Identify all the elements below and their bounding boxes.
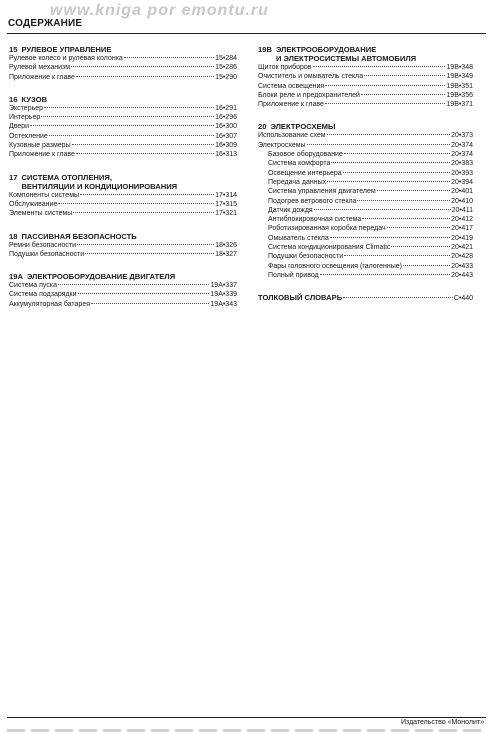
section-title-line2: ВЕНТИЛЯЦИИ И КОНДИЦИОНИРОВАНИЯ: [21, 181, 178, 191]
dot-leader: [331, 162, 450, 163]
entry-label: Полный привод: [268, 271, 319, 279]
entry-page-number: 19B•348: [446, 64, 473, 71]
section-title: СИСТЕМА ОТОПЛЕНИЯ,: [21, 172, 112, 182]
entry-label: Фары головного освещения (галогенные): [268, 262, 402, 270]
dot-leader: [325, 103, 445, 104]
section-heading: [9, 272, 237, 281]
dot-leader: [76, 153, 214, 154]
toc-entry[interactable]: [258, 224, 473, 233]
toc-entry[interactable]: [258, 187, 473, 196]
entry-page-number: 17•314: [215, 191, 237, 199]
dot-leader: [85, 253, 214, 254]
entry-page-number: 20•433: [451, 262, 473, 270]
toc-entry[interactable]: [9, 200, 237, 209]
dot-leader: [362, 218, 450, 219]
entry-label: Освещение интерьера: [268, 169, 342, 177]
section-title: ПАССИВНАЯ БЕЗОПАСНОСТЬ: [21, 231, 137, 241]
toc-entry[interactable]: [258, 150, 473, 159]
toc-entry[interactable]: [9, 191, 237, 200]
toc-entry[interactable]: [258, 131, 473, 140]
section-heading: [9, 232, 237, 241]
watermark: www.kniga por emontu.ru: [50, 2, 269, 19]
entry-label: Обслуживание: [9, 200, 58, 208]
dot-leader: [72, 144, 214, 145]
entry-label: Компоненты системы: [9, 191, 80, 199]
entry-page-number: 19A•337: [210, 282, 237, 290]
entry-page-number: 20•393: [451, 169, 473, 177]
dot-leader: [41, 116, 214, 117]
entry-page-number: 19B•356: [446, 91, 473, 99]
toc-entry[interactable]: [9, 241, 237, 250]
entry-label: Передача данных: [268, 178, 327, 186]
toc-entry[interactable]: [9, 250, 237, 259]
entry-page-number: 16•309: [215, 142, 237, 150]
entry-page-number: 16•307: [215, 132, 237, 140]
section-number: 19B: [258, 45, 272, 54]
toc-section: [9, 232, 237, 260]
dot-leader: [49, 135, 214, 136]
entry-label: Аккумуляторная батарея: [9, 300, 90, 308]
entry-label: Двери: [9, 123, 30, 131]
dot-leader: [124, 57, 214, 58]
toc-entry[interactable]: [9, 113, 237, 122]
entry-label: Антиблокировочная система: [268, 216, 362, 224]
entry-page-number: 20•373: [451, 132, 473, 140]
entry-page-number: 18•326: [215, 241, 237, 249]
section-number: 15: [9, 45, 18, 54]
toc-entry[interactable]: [9, 54, 237, 63]
entry-label: Омыватель стекла: [268, 234, 329, 242]
toc-entry[interactable]: [258, 159, 473, 168]
toc-entry[interactable]: [258, 100, 473, 109]
toc-entry[interactable]: [258, 169, 473, 178]
entry-label: Приложение к главе: [9, 73, 75, 81]
toc-entry[interactable]: [258, 91, 473, 100]
toc-entry[interactable]: [258, 234, 473, 243]
entry-label: Экстерьер: [9, 104, 44, 112]
toc-entry[interactable]: [258, 243, 473, 252]
entry-label: Система комфорта: [268, 160, 331, 168]
entry-label: Блоки реле и предохранителей: [258, 91, 360, 99]
toc-entry[interactable]: [258, 178, 473, 187]
page-title: СОДЕРЖАНИЕ: [8, 18, 83, 29]
section-number: 17: [9, 172, 18, 182]
entry-page-number: 16•313: [215, 151, 237, 159]
entry-page-number: 20•374: [451, 141, 473, 149]
toc-entry[interactable]: [9, 300, 237, 309]
toc-entry[interactable]: [258, 206, 473, 215]
dot-leader: [377, 190, 450, 191]
toc-section: [258, 45, 473, 109]
entry-label: Ремни безопасности: [9, 241, 77, 249]
toc-entry[interactable]: [9, 63, 237, 72]
entry-page-number: 19A•339: [210, 291, 237, 299]
entry-page-number: 20•401: [451, 188, 473, 196]
dot-leader: [344, 255, 450, 256]
section-number: 16: [9, 94, 18, 104]
dot-leader: [361, 94, 446, 95]
toc-entry[interactable]: [9, 281, 237, 290]
dot-leader: [343, 297, 453, 298]
entry-page-number: 15•284: [215, 55, 237, 62]
entry-label: Приложение к главе: [9, 151, 75, 159]
dot-leader: [313, 66, 446, 67]
entry-page-number: 15•286: [215, 64, 237, 72]
section-number: 19A: [9, 272, 23, 282]
dot-leader: [78, 293, 210, 294]
dot-leader: [343, 172, 450, 173]
dot-leader: [73, 212, 214, 213]
entry-label: Рулевой механизм: [9, 64, 71, 72]
dot-leader: [44, 107, 214, 108]
section-heading: [9, 173, 237, 182]
dot-leader: [387, 227, 450, 228]
entry-page-number: 20•428: [451, 253, 473, 261]
entry-page-number: 20•410: [451, 197, 473, 205]
entry-label: Рулевое колесо и рулевая колонка: [9, 55, 123, 62]
section-number: 20: [258, 122, 267, 132]
entry-label: Остекление: [9, 132, 48, 140]
entry-page-number: 16•296: [215, 114, 237, 122]
toc-entry[interactable]: [9, 122, 237, 131]
entry-page-number: 19B•371: [446, 101, 473, 109]
toc-entry[interactable]: [9, 150, 237, 159]
toc-section: [258, 122, 473, 280]
entry-label: Система подзарядки: [9, 291, 77, 299]
entry-label: Базовое оборудование: [268, 151, 343, 159]
toc-section: [9, 173, 237, 219]
glossary-page-number: С•440: [453, 295, 473, 303]
entry-label: Система пуска: [9, 282, 57, 290]
section-heading-continued: [258, 54, 473, 63]
toc-entry[interactable]: [9, 132, 237, 141]
right-column: [258, 45, 473, 303]
entry-label: Электросхемы: [258, 141, 306, 149]
toc-entry[interactable]: [258, 63, 473, 72]
dot-leader: [71, 66, 214, 67]
toc-entry[interactable]: [258, 262, 473, 271]
entry-label: Система освещения: [258, 82, 325, 90]
entry-page-number: 17•321: [215, 210, 237, 218]
dot-leader: [344, 153, 450, 154]
entry-label: Щиток приборов: [258, 64, 312, 71]
entry-page-number: 20•383: [451, 160, 473, 168]
section-title: РУЛЕВОЕ УПРАВЛЕНИЕ: [21, 45, 112, 54]
dot-leader: [364, 75, 445, 76]
entry-page-number: 20•419: [451, 234, 473, 242]
section-title-line2: И ЭЛЕКТРОСИСТЕМЫ АВТОМОБИЛЯ: [275, 54, 417, 63]
entry-label: Подушки безопасности: [268, 253, 344, 261]
entry-label: Система управления двигателем: [268, 188, 376, 196]
toc-section: [9, 95, 237, 160]
section-title: ЭЛЕКТРОСХЕМЫ: [270, 122, 336, 132]
entry-label: Роботизированная коробка передач: [268, 225, 386, 233]
section-heading: [9, 95, 237, 104]
entry-page-number: 20•394: [451, 178, 473, 186]
dot-leader: [77, 244, 214, 245]
section-title: ЭЛЕКТРООБОРУДОВАНИЕ: [275, 45, 377, 54]
toc-entry[interactable]: [258, 82, 473, 91]
dot-leader: [314, 209, 451, 210]
dot-leader: [325, 85, 445, 86]
entry-page-number: 20•421: [451, 244, 473, 252]
entry-page-number: 15•290: [215, 73, 237, 81]
entry-label: Кузовные размеры: [9, 142, 71, 150]
dot-leader: [307, 144, 451, 145]
toc-entry[interactable]: [258, 271, 473, 280]
entry-label: Очиститель и омыватель стекла: [258, 73, 364, 81]
toc-entry[interactable]: [258, 215, 473, 224]
left-column: [9, 45, 237, 322]
glossary-entry[interactable]: [258, 293, 473, 303]
entry-page-number: 19B•351: [446, 82, 473, 90]
entry-label: Использование схем: [258, 132, 326, 140]
toc-entry[interactable]: [9, 209, 237, 218]
entry-page-number: 19A•343: [210, 300, 237, 308]
dot-leader: [76, 76, 214, 77]
toc-entry[interactable]: [258, 141, 473, 150]
dot-leader: [30, 125, 214, 126]
entry-label: Подушки безопасности: [9, 250, 85, 258]
toc-entry[interactable]: [9, 73, 237, 82]
entry-page-number: 16•291: [215, 104, 237, 112]
entry-page-number: 19B•349: [446, 73, 473, 81]
dot-leader: [391, 246, 450, 247]
entry-page-number: 20•443: [451, 271, 473, 279]
dot-leader: [330, 237, 450, 238]
glossary-label: ТОЛКОВЫЙ СЛОВАРЬ: [258, 293, 343, 303]
section-heading: [258, 122, 473, 131]
entry-page-number: 18•327: [215, 250, 237, 258]
section-title: КУЗОВ: [21, 94, 48, 104]
toc-entry[interactable]: [258, 197, 473, 206]
dot-leader: [58, 203, 214, 204]
dot-leader: [80, 194, 214, 195]
section-heading-continued: [9, 182, 237, 191]
toc-entry[interactable]: [258, 252, 473, 261]
entry-page-number: 20•374: [451, 151, 473, 159]
entry-label: Датчик дождя: [268, 206, 313, 214]
section-heading: [258, 45, 473, 54]
toc-entry[interactable]: [9, 104, 237, 113]
entry-label: Подогрев ветрового стекла: [268, 197, 357, 205]
bottom-divider: [7, 717, 486, 718]
toc-entry[interactable]: [9, 141, 237, 150]
section-number: 18: [9, 231, 18, 241]
toc-section: [9, 272, 237, 309]
entry-label: Система кондиционирования Climatic: [268, 244, 391, 252]
toc-entry[interactable]: [258, 72, 473, 81]
entry-page-number: 20•412: [451, 216, 473, 224]
dot-leader: [327, 134, 450, 135]
dot-leader: [320, 274, 450, 275]
top-divider: [7, 33, 486, 34]
dot-leader: [357, 200, 450, 201]
entry-label: Интерьер: [9, 114, 41, 122]
entry-page-number: 20•417: [451, 225, 473, 233]
toc-section: [9, 45, 237, 82]
publisher-credit: Издательство «Монолит»: [400, 719, 484, 726]
section-title: ЭЛЕКТРООБОРУДОВАНИЕ ДВИГАТЕЛЯ: [26, 272, 176, 282]
dot-leader: [91, 303, 209, 304]
entry-page-number: 17•315: [215, 200, 237, 208]
entry-page-number: 20•411: [451, 206, 473, 214]
toc-entry[interactable]: [9, 290, 237, 299]
entry-label: Приложение к главе: [258, 101, 324, 109]
dot-leader: [58, 284, 209, 285]
section-heading: [9, 45, 237, 54]
entry-page-number: 16•300: [215, 123, 237, 131]
dot-leader: [403, 265, 450, 266]
dot-leader: [327, 181, 450, 182]
entry-label: Элементы системы: [9, 210, 73, 218]
